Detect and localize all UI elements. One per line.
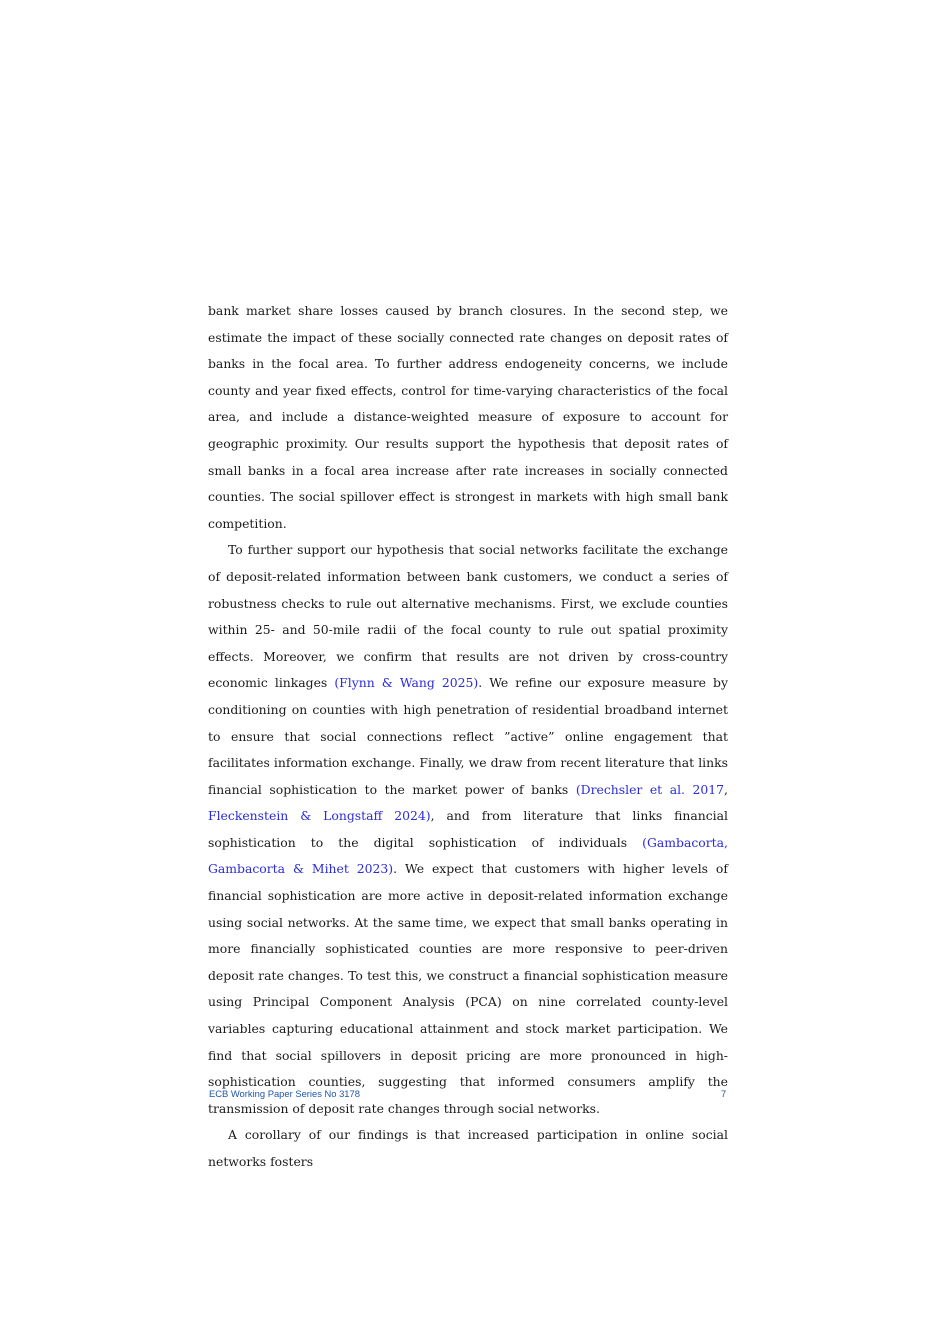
paragraph-text: . We refine our exposure measure by conditioning on counties with high penetration of residential broadband internet to ensure that social connections reflect ”active” online engagement that facilitates information exchange. Finally, we draw from recent literature that links financial sophistication to the market power of banks — [208, 675, 728, 797]
paragraph-text: . We expect that customers with higher levels of financial sophistication are more active in deposit-related information exchange using social networks. At the same time, we expect that small banks operating in more financially sophisticated counties are more responsive to peer-driven deposit rate changes. To test this, we construct a financial sophistication measure using Principal Component Analysis (PCA) on nine correlated county-level variables capturing educational attainment and stock market participation. We find that social spillovers in deposit pricing are more pronounced in high-sophistication counties, suggesting that informed consumers amplify the transmission of deposit rate changes through social networks. — [208, 861, 728, 1116]
citation-link[interactable]: (Flynn & Wang 2025) — [334, 675, 479, 691]
paragraph-2 — [208, 537, 728, 1122]
paragraph-3 — [208, 1122, 728, 1175]
page-number: 7 — [721, 1088, 727, 1099]
citation-link[interactable]: Fleckenstein & Longstaff 2024) — [208, 808, 431, 824]
footer-series-label: ECB Working Paper Series No 3178 — [209, 1088, 360, 1099]
body-text — [208, 298, 728, 1176]
paragraph-text: , and from literature that links financial sophistication to the digital sophistication of individuals — [208, 808, 728, 850]
paragraph-text: A corollary of our findings is that increased participation in online social networks fosters — [208, 1127, 728, 1169]
paragraph-1 — [208, 298, 728, 537]
paragraph-text: To further support our hypothesis that social networks facilitate the exchange of deposit-related information between bank customers, we conduct a series of robustness checks to rule out alternative mechanisms. First, we exclude counties within 25- and 50-mile radii of the focal county to rule out spatial proximity effects. Moreover, we confirm that results are not driven by cross-country economic linkages — [208, 542, 728, 691]
citation-link[interactable]: (Drechsler et al. 2017 — [575, 781, 725, 797]
citation-link[interactable]: (Gambacorta, Gambacorta & Mihet 2023) — [208, 834, 728, 877]
paragraph-text: bank market share losses caused by branch closures. In the second step, we estimate the impact of these socially connected rate changes on deposit rates of banks in the focal area. To further address endogeneity concerns, we include county and year fixed effects, control for time-varying characteristics of the focal area, and include a distance-weighted measure of exposure to account for geographic proximity. Our results support the hypothesis that deposit rates of small banks in a focal area increase after rate increases in socially connected counties. The social spillover effect is strongest in markets with high small bank competition. — [208, 303, 728, 531]
paragraph-text: , — [724, 781, 728, 797]
